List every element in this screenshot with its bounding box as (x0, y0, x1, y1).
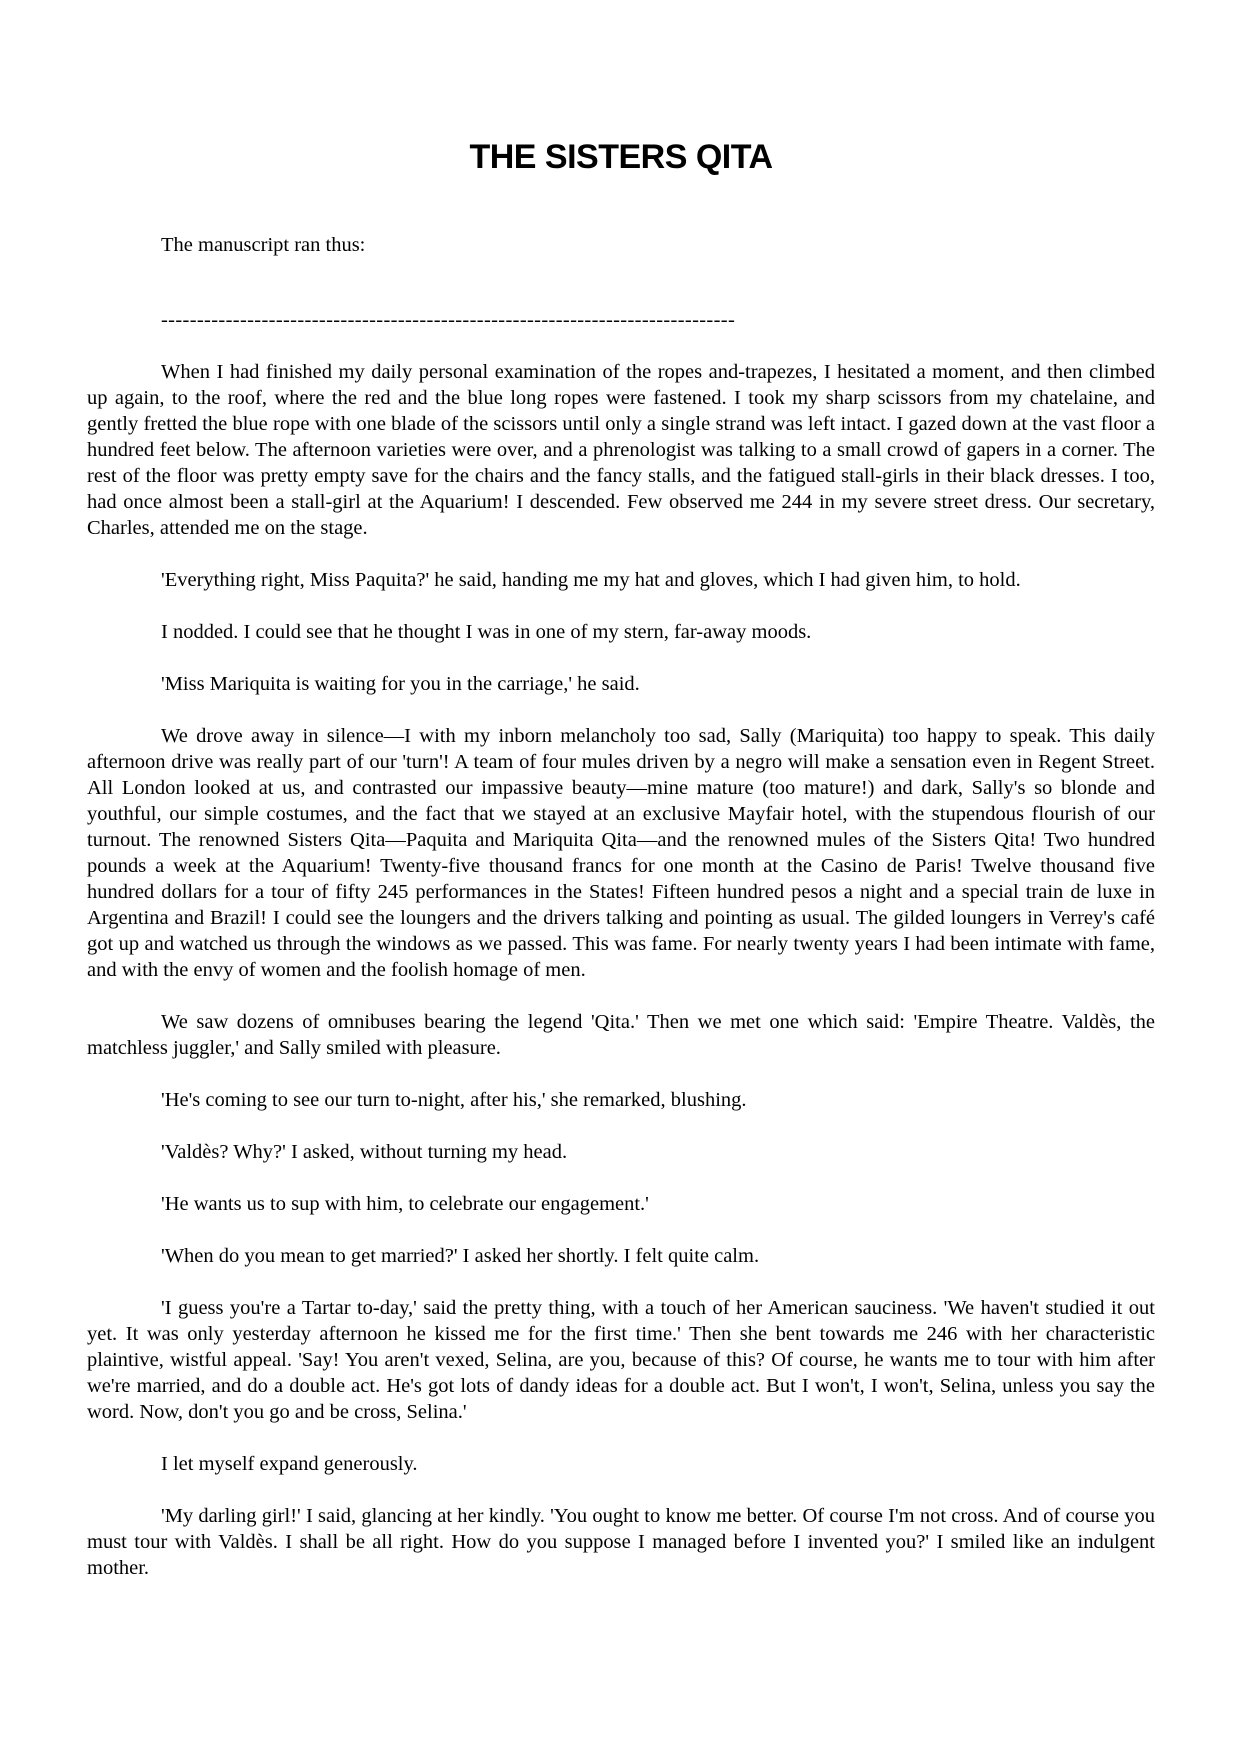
paragraph-tartar: 'I guess you're a Tartar to-day,' said the pretty thing, with a touch of her American sauciness. 'We haven't studied it out yet. It was only yesterday afternoon he kissed me for the first time.' Then she bent towards me 246 with her characteristic plaintive, wistful appeal. 'Say! You aren't vexed, Selina, are you, because of this? Of course, he wants me to tour with him after we're married, and do a double act. He's got lots of dandy ideas for a double act. But I won't, I won't, Selina, unless you say the word. Now, don't you go and be cross, Selina.' (87, 1297, 1155, 1423)
paragraph-expand: I let myself expand generously. (161, 1453, 418, 1475)
section-divider: -------------------------------------------------------------------------------- (161, 309, 736, 331)
paragraph-turn-tonight: 'He's coming to see our turn to-night, after his,' she remarked, blushing. (161, 1089, 747, 1111)
paragraph-charles: 'Everything right, Miss Paquita?' he said, handing me my hat and gloves, which I had given him, to hold. (161, 569, 1021, 591)
paragraph-married: 'When do you mean to get married?' I asked her shortly. I felt quite calm. (161, 1245, 760, 1267)
paragraph-ropes: When I had finished my daily personal examination of the ropes and-trapezes, I hesitated a moment, and then climbed up again, to the roof, where the red and the blue long ropes were fastened. I took my sharp scissors from my chatelaine, and gently fretted the blue rope with one blade of the scissors until only a single strand was left intact. I gazed down at the vast floor a hundred feet below. The afternoon varieties were over, and a phrenologist was talking to a small crowd of gapers in a corner. The rest of the floor was pretty empty save for the chairs and the fancy stalls, and the fatigued stall-girls in their black dresses. I too, had once almost been a stall-girl at the Aquarium! I descended. Few observed me 244 in my severe street dress. Our secretary, Charles, attended me on the stage. (87, 361, 1155, 539)
paragraph-valdes-why: 'Valdès? Why?' I asked, without turning my head. (161, 1141, 568, 1163)
paragraph-darling: 'My darling girl!' I said, glancing at her kindly. 'You ought to know me better. Of course I'm not cross. And of course you must tour with Valdès. I shall be all right. How do you suppose I managed before I invented you?' I smiled like an indulgent mother. (87, 1505, 1155, 1579)
paragraph-omnibuses: We saw dozens of omnibuses bearing the legend 'Qita.' Then we met one which said: 'Empire Theatre. Valdès, the matchless juggler,' and Sally smiled with pleasure. (87, 1011, 1155, 1059)
manuscript-body (87, 232, 1155, 1607)
chapter-title: THE SISTERS QITA (469, 138, 773, 176)
paragraph-drive: We drove away in silence—I with my inborn melancholy too sad, Sally (Mariquita) too happy to speak. This daily afternoon drive was really part of our 'turn'! A team of four mules driven by a negro will make a sensation even in Regent Street. All London looked at us, and contrasted our impassive beauty—mine mature (too mature!) and dark, Sally's so blonde and youthful, our simple costumes, and the fact that we stayed at an exclusive Mayfair hotel, with the stupendous flourish of our turnout. The renowned Sisters Qita—Paquita and Mariquita Qita—and the renowned mules of the Sisters Qita! Two hundred pounds a week at the Aquarium! Twenty-five thousand francs for one month at the Casino de Paris! Twelve thousand five hundred dollars for a tour of fifty 245 performances in the States! Fifteen hundred pesos a night and a special train de luxe in Argentina and Brazil! I could see the loungers and the drivers talking and pointing as usual. The gilded loungers in Verrey's café got up and watched us through the windows as we passed. This was fame. For nearly twenty years I had been intimate with fame, and with the envy of women and the foolish homage of men. (87, 725, 1155, 981)
paragraph-sup: 'He wants us to sup with him, to celebrate our engagement.' (161, 1193, 649, 1215)
paragraph-nodded: I nodded. I could see that he thought I was in one of my stern, far-away moods. (161, 621, 812, 643)
paragraph-carriage: 'Miss Mariquita is waiting for you in the carriage,' he said. (161, 673, 640, 695)
intro-line: The manuscript ran thus: (161, 234, 366, 256)
